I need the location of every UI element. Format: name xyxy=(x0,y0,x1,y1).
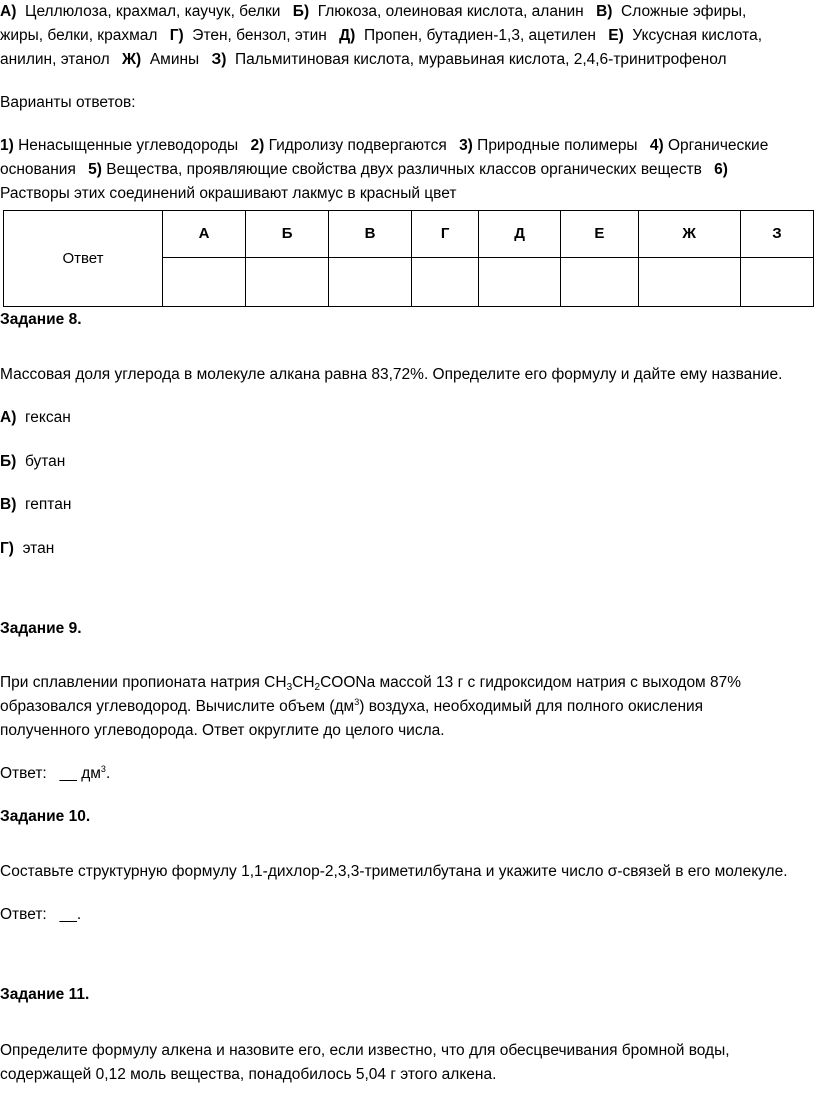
text-run: . xyxy=(105,765,111,782)
column-header: В xyxy=(328,211,411,258)
task8-answer-d xyxy=(0,537,54,561)
answer-letter: Б) xyxy=(0,453,17,470)
answer-blank[interactable]: __ xyxy=(59,765,77,782)
option-text: Органические xyxy=(668,137,769,154)
task11-question-line-2: содержащей 0,12 моль вещества, понадобилось 5,04 г этого алкена. xyxy=(0,1066,497,1083)
column-header: Д xyxy=(479,211,561,258)
answer-text: этан xyxy=(22,540,55,557)
answer-unit: дм xyxy=(81,765,101,782)
item-letter: Е) xyxy=(608,27,624,44)
task8-answer-c xyxy=(0,493,71,517)
item-text: Целлюлоза, крахмал, каучук, белки xyxy=(24,3,281,20)
answer-cell[interactable] xyxy=(561,258,638,307)
matching-line-2 xyxy=(0,24,762,48)
item-letter: Ж) xyxy=(122,51,142,68)
item-letter: Д) xyxy=(339,27,356,44)
subscript: 2 xyxy=(314,682,321,693)
column-header: Ж xyxy=(638,211,740,258)
column-header: А xyxy=(163,211,246,258)
answer-row-label: Ответ xyxy=(4,211,163,307)
column-header: Е xyxy=(561,211,638,258)
answer-blank[interactable]: __. xyxy=(59,906,82,923)
option-num: 2) xyxy=(250,137,265,154)
item-text: Пропен, бутадиен-1,3, ацетилен xyxy=(363,27,596,44)
item-text: Пальмитиновая кислота, муравьиная кислота, 2,4,6-тринитрофенол xyxy=(235,51,727,68)
answer-cell[interactable] xyxy=(740,258,813,307)
task9-question-line-3: полученного углеводорода. Ответ округлите до целого числа. xyxy=(0,722,445,739)
item-letter: В) xyxy=(596,3,613,20)
task8-answer-a xyxy=(0,406,71,430)
answer-letter: В) xyxy=(0,496,17,513)
item-text: анилин, этанол xyxy=(0,51,110,68)
task9-title-text: Задание 9. xyxy=(0,620,82,637)
answer-cell[interactable] xyxy=(246,258,329,307)
item-letter: Б) xyxy=(292,3,310,20)
task8-answer-b xyxy=(0,450,65,474)
subscript: 3 xyxy=(286,682,293,693)
matching-line-1 xyxy=(0,0,746,24)
option-text: Растворы этих соединений окрашивают лакмус в красный цвет xyxy=(0,185,457,202)
matching-line-3 xyxy=(0,48,727,72)
option-num: 3) xyxy=(459,137,473,154)
option-num: 4) xyxy=(649,137,664,154)
item-letter: З) xyxy=(211,51,227,68)
options-line-3 xyxy=(0,182,456,206)
option-num: 6) xyxy=(714,161,728,178)
task9-title xyxy=(0,617,82,641)
superscript: 3 xyxy=(354,697,360,707)
answer-text: гексан xyxy=(24,409,71,426)
answer-cell[interactable] xyxy=(412,258,479,307)
item-text: Амины xyxy=(149,51,200,68)
option-text: Вещества, проявляющие свойства двух различных классов органических веществ xyxy=(106,161,702,178)
answer-text: бутан xyxy=(24,453,66,470)
answer-cell[interactable] xyxy=(479,258,561,307)
superscript: 3 xyxy=(100,764,106,774)
option-text: Гидролизу подвергаются xyxy=(268,137,447,154)
option-text: основания xyxy=(0,161,76,178)
option-text: Природные полимеры xyxy=(477,137,638,154)
task9-question-line-1 xyxy=(0,671,741,695)
answer-label: Ответ: xyxy=(0,906,47,923)
item-text: жиры, белки, крахмал xyxy=(0,27,158,44)
option-num: 5) xyxy=(88,161,102,178)
answer-table xyxy=(3,210,814,307)
task8-question: Массовая доля углерода в молекуле алкана равна 83,72%. Определите его формулу и дайте ему название. xyxy=(0,366,783,383)
column-header: Б xyxy=(246,211,329,258)
answer-table-header-row xyxy=(4,211,814,258)
variants-title: Варианты ответов: xyxy=(0,94,136,111)
task10-title xyxy=(0,805,90,829)
answer-letter: А) xyxy=(0,409,17,426)
option-num: 1) xyxy=(0,137,14,154)
column-header: З xyxy=(740,211,813,258)
task11-question-line-1: Определите формулу алкена и назовите его, если известно, что для обесцвечивания бромной воды, xyxy=(0,1042,730,1059)
answer-cell[interactable] xyxy=(328,258,411,307)
item-letter: А) xyxy=(0,3,17,20)
task10-question: Составьте структурную формулу 1,1-дихлор-2,3,3-триметилбутана и укажите число σ-связей в его молекуле. xyxy=(0,863,788,880)
item-text: Глюкоза, олеиновая кислота, аланин xyxy=(317,3,584,20)
task9-answer xyxy=(0,762,110,786)
task10-answer xyxy=(0,903,81,927)
text-run: COONa массой 13 г с гидроксидом натрия с выходом 87% xyxy=(320,674,742,691)
answer-letter: Г) xyxy=(0,540,14,557)
text-run: При сплавлении пропионата натрия CH xyxy=(0,674,287,691)
task10-title-text: Задание 10. xyxy=(0,808,91,825)
options-line-2 xyxy=(0,158,728,182)
text-run: ) воздуха, необходимый для полного окисления xyxy=(359,698,704,715)
task11-title-text: Задание 11. xyxy=(0,986,90,1003)
text-run: CH xyxy=(292,674,315,691)
option-text: Ненасыщенные углеводороды xyxy=(18,137,239,154)
options-line-1 xyxy=(0,134,768,158)
answer-cell[interactable] xyxy=(638,258,740,307)
task9-question-line-2 xyxy=(0,695,703,719)
item-letter: Г) xyxy=(169,27,184,44)
task8-title-text: Задание 8. xyxy=(0,311,82,328)
answer-text: гептан xyxy=(24,496,72,513)
answer-label: Ответ: xyxy=(0,765,47,782)
column-header: Г xyxy=(412,211,479,258)
item-text: Этен, бензол, этин xyxy=(192,27,327,44)
task8-title xyxy=(0,308,82,332)
item-text: Уксусная кислота, xyxy=(632,27,763,44)
item-text: Сложные эфиры, xyxy=(621,3,747,20)
answer-cell[interactable] xyxy=(163,258,246,307)
text-run: образовался углеводород. Вычислите объем (дм xyxy=(0,698,355,715)
task11-title xyxy=(0,983,89,1007)
